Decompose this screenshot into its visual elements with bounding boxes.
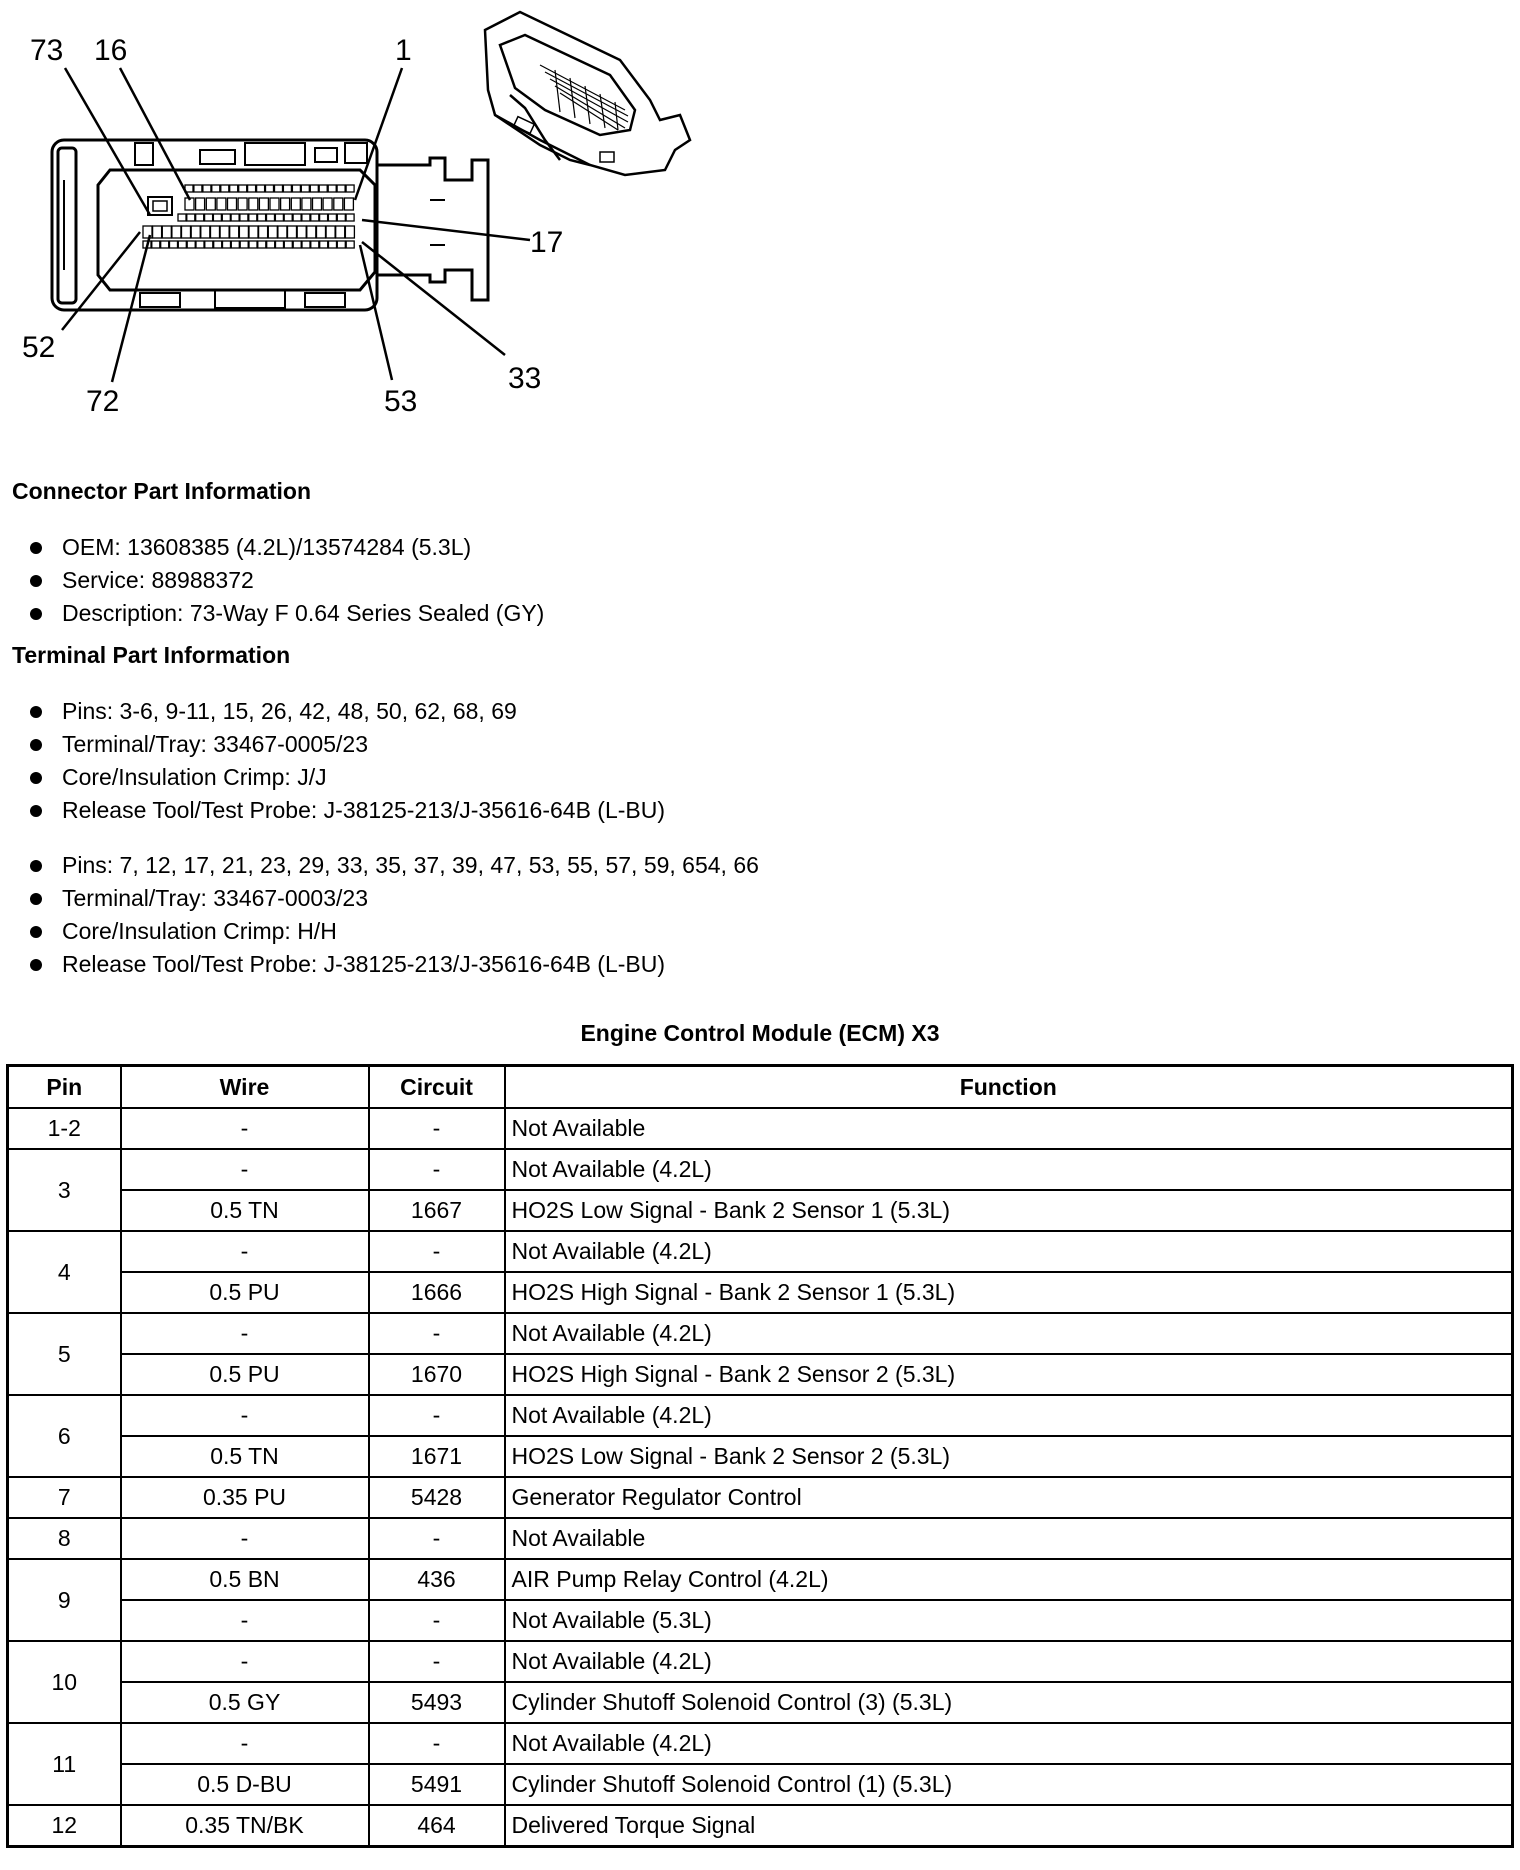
- terminal-cavity: [223, 241, 231, 248]
- terminal-cavity: [336, 226, 345, 238]
- cell-circuit: 5493: [369, 1682, 505, 1723]
- table-row: [8, 1682, 1513, 1723]
- terminal-cavity: [270, 198, 279, 210]
- terminal-cavity: [346, 185, 354, 192]
- terminal-cavity: [311, 241, 319, 248]
- terminal-cavity: [240, 214, 248, 221]
- terminal-cavity: [266, 185, 274, 192]
- cell-circuit: -: [369, 1149, 505, 1190]
- terminal-cavity: [326, 226, 335, 238]
- terminal-cavity: [217, 198, 226, 210]
- connector-info-title: Connector Part Information: [12, 478, 312, 504]
- terminal-cavity: [259, 198, 268, 210]
- cell-function: Not Available: [505, 1518, 1513, 1559]
- terminal-cavity: [196, 214, 204, 221]
- terminal-cavity: [317, 226, 326, 238]
- cell-pin: 12: [8, 1805, 121, 1847]
- cell-wire: 0.5 BN: [121, 1559, 369, 1600]
- table-row: [8, 1231, 1513, 1272]
- cell-wire: 0.35 PU: [121, 1477, 369, 1518]
- terminal-cavity: [228, 198, 237, 210]
- terminal-cavity: [152, 241, 160, 248]
- terminal-cavity: [334, 198, 343, 210]
- terminal-cavity: [172, 226, 181, 238]
- terminal-cavity: [257, 185, 265, 192]
- terminal-cavity: [196, 241, 204, 248]
- terminal-cavity: [346, 241, 354, 248]
- callout-33: 33: [508, 362, 542, 395]
- cell-wire: 0.5 TN: [121, 1436, 369, 1477]
- header-pin: Pin: [8, 1066, 121, 1109]
- table-row: [8, 1272, 1513, 1313]
- cell-wire: 0.5 GY: [121, 1682, 369, 1723]
- terminal-cavity: [153, 226, 162, 238]
- cell-circuit: -: [369, 1723, 505, 1764]
- terminal-cavity: [221, 185, 229, 192]
- cell-circuit: 1670: [369, 1354, 505, 1395]
- terminal-cavity: [205, 241, 213, 248]
- cell-wire: -: [121, 1313, 369, 1354]
- cell-circuit: -: [369, 1395, 505, 1436]
- terminal-cavity: [230, 226, 239, 238]
- cell-function: Not Available (4.2L): [505, 1149, 1513, 1190]
- cell-pin: 8: [8, 1518, 121, 1559]
- terminal-cavity: [288, 226, 297, 238]
- cell-circuit: -: [369, 1108, 505, 1149]
- terminal-cavity: [345, 226, 354, 238]
- terminal-2-tool: Release Tool/Test Probe: J-38125-213/J-35616-64B (L-BU): [28, 948, 759, 981]
- terminal-cavities: [143, 185, 354, 248]
- table-row: [8, 1477, 1513, 1518]
- cell-circuit: 1671: [369, 1436, 505, 1477]
- cell-wire: -: [121, 1231, 369, 1272]
- cell-function: Not Available (4.2L): [505, 1395, 1513, 1436]
- terminal-1-crimp: Core/Insulation Crimp: J/J: [28, 761, 665, 794]
- cell-circuit: 464: [369, 1805, 505, 1847]
- connector-key: [148, 197, 172, 215]
- cell-wire: -: [121, 1108, 369, 1149]
- cell-function: HO2S High Signal - Bank 2 Sensor 2 (5.3L): [505, 1354, 1513, 1395]
- callout-52: 52: [22, 331, 56, 364]
- terminal-cavity: [329, 241, 337, 248]
- terminal-cavity: [178, 241, 186, 248]
- terminal-cavity: [276, 241, 284, 248]
- cell-circuit: 436: [369, 1559, 505, 1600]
- terminal-cavity: [310, 185, 318, 192]
- terminal-cavity: [337, 241, 345, 248]
- cell-function: Delivered Torque Signal: [505, 1805, 1513, 1847]
- connector-diagram: [0, 0, 1520, 440]
- terminal-cavity: [191, 226, 200, 238]
- terminal-cavity: [293, 241, 301, 248]
- callout-72: 72: [86, 385, 120, 418]
- cell-function: HO2S High Signal - Bank 2 Sensor 1 (5.3L): [505, 1272, 1513, 1313]
- table-row: [8, 1395, 1513, 1436]
- terminal-cavity: [302, 198, 311, 210]
- cell-wire: 0.5 PU: [121, 1272, 369, 1313]
- terminal-cavity: [249, 198, 258, 210]
- terminal-cavity: [170, 241, 178, 248]
- callout-53: 53: [384, 385, 418, 418]
- terminal-cavity: [275, 185, 283, 192]
- terminal-cavity: [162, 226, 171, 238]
- cell-circuit: -: [369, 1518, 505, 1559]
- terminal-cavity: [268, 226, 277, 238]
- connector-perspective-view: [485, 12, 690, 175]
- cell-pin: 11: [8, 1723, 121, 1805]
- connector-shell: [52, 140, 377, 310]
- table-row: [8, 1108, 1513, 1149]
- terminal-cavity: [307, 226, 316, 238]
- terminal-cavity: [161, 241, 169, 248]
- terminal-cavity: [230, 185, 238, 192]
- terminal-cavity: [267, 214, 275, 221]
- terminal-cavity: [344, 198, 353, 210]
- cell-circuit: 5428: [369, 1477, 505, 1518]
- leader-17: [362, 220, 530, 240]
- cell-wire: -: [121, 1518, 369, 1559]
- cell-pin: 7: [8, 1477, 121, 1518]
- terminal-cavity: [211, 226, 220, 238]
- terminal-2-pins: Pins: 7, 12, 17, 21, 23, 29, 33, 35, 37, 39, 47, 53, 55, 57, 59, 654, 66: [28, 849, 759, 882]
- connector-info-list: [28, 531, 544, 630]
- cell-wire: -: [121, 1641, 369, 1682]
- table-row: [8, 1436, 1513, 1477]
- terminal-cavity: [203, 185, 211, 192]
- terminal-cavity: [293, 214, 301, 221]
- terminal-1-tray: Terminal/Tray: 33467-0005/23: [28, 728, 665, 761]
- table-row: [8, 1805, 1513, 1847]
- cell-function: Generator Regulator Control: [505, 1477, 1513, 1518]
- terminal-cavity: [258, 241, 266, 248]
- cell-wire: 0.5 TN: [121, 1190, 369, 1231]
- terminal-cavity: [337, 185, 345, 192]
- terminal-1-tool: Release Tool/Test Probe: J-38125-213/J-35616-64B (L-BU): [28, 794, 665, 827]
- terminal-cavity: [201, 226, 210, 238]
- cell-wire: -: [121, 1723, 369, 1764]
- terminal-cavity: [284, 241, 292, 248]
- terminal-cavity: [281, 198, 290, 210]
- terminal-cavity: [292, 185, 300, 192]
- terminal-cavity: [231, 214, 239, 221]
- terminal-cavity: [297, 226, 306, 238]
- connector-left-flange: [58, 148, 76, 303]
- cell-pin: 6: [8, 1395, 121, 1477]
- terminal-cavity: [337, 214, 345, 221]
- terminal-cavity: [231, 241, 239, 248]
- cell-circuit: -: [369, 1600, 505, 1641]
- cell-function: Cylinder Shutoff Solenoid Control (3) (5.3L): [505, 1682, 1513, 1723]
- terminal-cavity: [187, 214, 195, 221]
- header-circuit: Circuit: [369, 1066, 505, 1109]
- table-title: Engine Control Module (ECM) X3: [580, 1020, 940, 1046]
- terminal-cavity: [320, 214, 328, 221]
- terminal-cavity: [283, 185, 291, 192]
- terminal-cavity: [239, 226, 248, 238]
- callout-1: 1: [395, 34, 412, 67]
- terminal-cavity: [313, 198, 322, 210]
- terminal-cavity: [196, 198, 205, 210]
- terminal-cavity: [249, 214, 257, 221]
- terminal-group-1: [28, 695, 665, 827]
- terminal-cavity: [238, 198, 247, 210]
- terminal-cavity: [267, 241, 275, 248]
- callout-16: 16: [94, 34, 128, 67]
- terminal-cavity: [302, 214, 310, 221]
- cell-pin: 9: [8, 1559, 121, 1641]
- ecm-pinout-table: [6, 1064, 1514, 1848]
- cell-circuit: 1666: [369, 1272, 505, 1313]
- table-row: [8, 1149, 1513, 1190]
- terminal-cavity: [220, 226, 229, 238]
- terminal-cavity: [249, 241, 257, 248]
- header-function: Function: [505, 1066, 1513, 1109]
- cell-wire: 0.5 PU: [121, 1354, 369, 1395]
- table-header-row: [8, 1066, 1513, 1109]
- table-row: [8, 1723, 1513, 1764]
- table-row: [8, 1190, 1513, 1231]
- terminal-cavity: [248, 185, 256, 192]
- cell-function: Not Available: [505, 1108, 1513, 1149]
- cell-pin: 4: [8, 1231, 121, 1313]
- connector-description: Description: 73-Way F 0.64 Series Sealed (GY): [28, 597, 544, 630]
- terminal-1-pins: Pins: 3-6, 9-11, 15, 26, 42, 48, 50, 62, 68, 69: [28, 695, 665, 728]
- terminal-cavity: [259, 226, 268, 238]
- cell-function: Not Available (4.2L): [505, 1313, 1513, 1354]
- terminal-cavity: [206, 198, 215, 210]
- connector-service: Service: 88988372: [28, 564, 544, 597]
- terminal-cavity: [249, 226, 258, 238]
- cell-pin: 1-2: [8, 1108, 121, 1149]
- terminal-cavity: [212, 185, 220, 192]
- cell-circuit: -: [369, 1641, 505, 1682]
- cell-function: HO2S Low Signal - Bank 2 Sensor 1 (5.3L): [505, 1190, 1513, 1231]
- cell-wire: -: [121, 1395, 369, 1436]
- terminal-cavity: [178, 214, 186, 221]
- terminal-cavity: [194, 185, 202, 192]
- table-row: [8, 1354, 1513, 1395]
- cell-function: Not Available (5.3L): [505, 1600, 1513, 1641]
- terminal-cavity: [214, 241, 222, 248]
- cell-pin: 5: [8, 1313, 121, 1395]
- cell-wire: -: [121, 1600, 369, 1641]
- terminal-cavity: [278, 226, 287, 238]
- cell-function: Cylinder Shutoff Solenoid Control (1) (5.3L): [505, 1764, 1513, 1805]
- header-wire: Wire: [121, 1066, 369, 1109]
- terminal-2-crimp: Core/Insulation Crimp: H/H: [28, 915, 759, 948]
- cell-function: HO2S Low Signal - Bank 2 Sensor 2 (5.3L): [505, 1436, 1513, 1477]
- table-row: [8, 1600, 1513, 1641]
- cell-circuit: -: [369, 1313, 505, 1354]
- terminal-cavity: [328, 214, 336, 221]
- terminal-cavity: [213, 214, 221, 221]
- callout-17: 17: [530, 226, 564, 259]
- terminal-cavity: [275, 214, 283, 221]
- terminal-cavity: [284, 214, 292, 221]
- terminal-group-2: [28, 849, 759, 981]
- cell-wire: 0.5 D-BU: [121, 1764, 369, 1805]
- terminal-cavity: [291, 198, 300, 210]
- cell-wire: -: [121, 1149, 369, 1190]
- table-row: [8, 1764, 1513, 1805]
- terminal-cavity: [302, 241, 310, 248]
- cell-function: Not Available (4.2L): [505, 1231, 1513, 1272]
- cell-wire: 0.35 TN/BK: [121, 1805, 369, 1847]
- cell-function: AIR Pump Relay Control (4.2L): [505, 1559, 1513, 1600]
- terminal-cavity: [320, 241, 328, 248]
- cell-circuit: -: [369, 1231, 505, 1272]
- cell-circuit: 5491: [369, 1764, 505, 1805]
- cell-pin: 3: [8, 1149, 121, 1231]
- terminal-cavity: [319, 185, 327, 192]
- terminal-cavity: [240, 241, 248, 248]
- terminal-cavity: [205, 214, 213, 221]
- terminal-cavity: [301, 185, 309, 192]
- terminal-cavity: [311, 214, 319, 221]
- terminal-info-title: Terminal Part Information: [12, 642, 291, 668]
- terminal-cavity: [187, 241, 195, 248]
- callout-73: 73: [30, 34, 64, 67]
- terminal-cavity: [222, 214, 230, 221]
- terminal-cavity: [182, 226, 191, 238]
- cell-circuit: 1667: [369, 1190, 505, 1231]
- table-row: [8, 1313, 1513, 1354]
- connector-oem: OEM: 13608385 (4.2L)/13574284 (5.3L): [28, 531, 544, 564]
- terminal-cavity: [239, 185, 247, 192]
- cell-function: Not Available (4.2L): [505, 1723, 1513, 1764]
- cell-pin: 10: [8, 1641, 121, 1723]
- terminal-cavity: [323, 198, 332, 210]
- table-row: [8, 1559, 1513, 1600]
- table-row: [8, 1518, 1513, 1559]
- terminal-2-tray: Terminal/Tray: 33467-0003/23: [28, 882, 759, 915]
- terminal-cavity: [346, 214, 354, 221]
- terminal-cavity: [258, 214, 266, 221]
- cell-function: Not Available (4.2L): [505, 1641, 1513, 1682]
- terminal-cavity: [328, 185, 336, 192]
- table-row: [8, 1641, 1513, 1682]
